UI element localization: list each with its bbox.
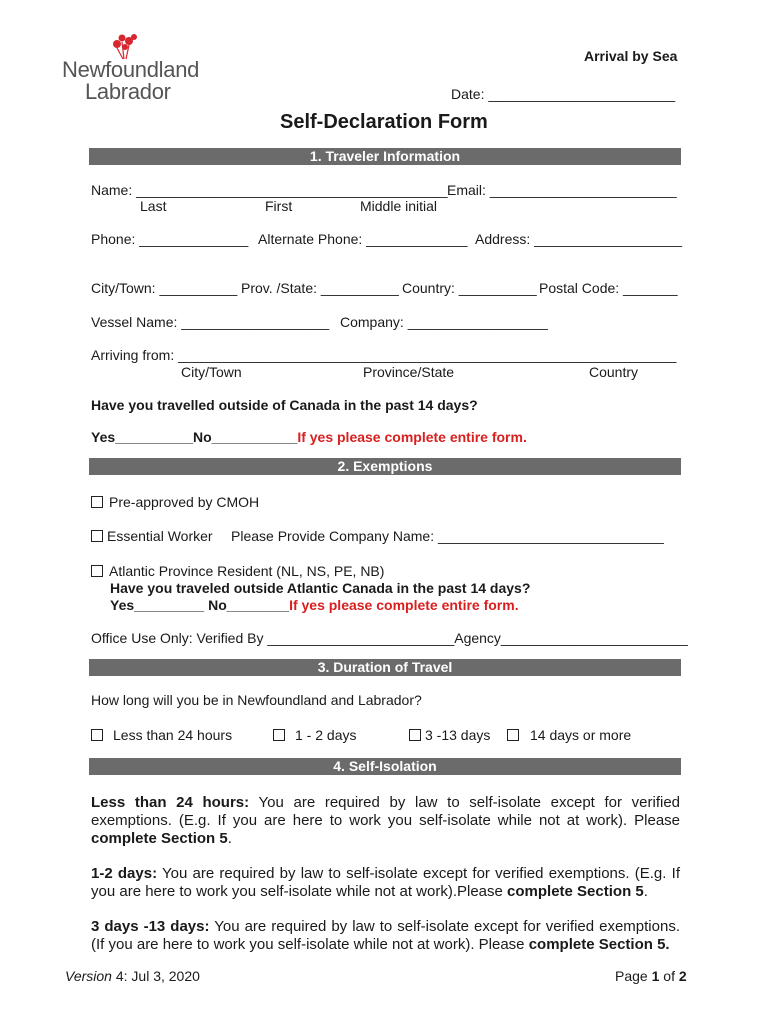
paragraph-body: You are required by law to self-isolate except for verified exemptions. (If you are here to work you self-isolate while not at work). Please [91,918,680,953]
section-3-heading: 3. Duration of Travel [89,659,681,676]
atlantic-complete-note: If yes please complete entire form. [289,597,519,613]
version-label [65,968,200,984]
name-last-caption: Last [140,198,167,214]
atlantic-question: Have you traveled outside Atlantic Canada in the past 14 days? [110,580,531,596]
page-current: 1 [651,968,660,984]
checkbox-icon[interactable] [91,496,103,508]
page-total: 2 [678,968,687,984]
paragraph-end: . [643,883,648,900]
arriving-city-caption: City/Town [181,364,242,380]
logo-text-newfoundland: Newfoundland [62,57,200,82]
isolation-paragraph-1-2-days [91,865,680,901]
checkbox-icon[interactable] [409,729,421,741]
company-field[interactable]: Company: __________________ [340,314,548,330]
option-essential-label: Essential Worker [107,528,213,544]
paragraph-lead: Less than 24 hours: [91,794,250,811]
isolation-paragraph-under-24h [91,794,680,848]
isolation-paragraph-3-13-days [91,918,680,954]
duration-option-label: 14 days or more [530,727,632,743]
paragraph-emphasis: complete Section 5. [528,936,670,953]
date-field[interactable]: Date: ________________________ [451,86,676,102]
option-cmoh-label: Pre-approved by CMOH [109,494,260,510]
travel-answer-row [91,429,527,445]
phone-field[interactable]: Phone: ______________ [91,231,249,247]
atlantic-yes-no-fields[interactable]: Yes_________ No________ [110,597,290,613]
option-essential-worker[interactable] [91,528,213,544]
paragraph-lead: 1-2 days: [91,865,158,882]
checkbox-icon[interactable] [273,729,285,741]
yes-no-fields[interactable]: Yes__________No___________ [91,429,298,445]
option-cmoh[interactable] [91,494,259,510]
page-of: of [659,968,679,984]
arrival-label: Arrival by Sea [584,48,678,64]
duration-question: How long will you be in Newfoundland and Labrador? [91,692,422,708]
complete-form-note: If yes please complete entire form. [297,429,527,445]
duration-option-less-24h[interactable] [91,727,232,743]
version-date: 4: Jul 3, 2020 [111,968,200,984]
checkbox-icon[interactable] [91,729,103,741]
name-middle-caption: Middle initial [360,198,438,214]
section-2-heading: 2. Exemptions [89,458,681,475]
duration-option-label: Less than 24 hours [113,727,233,743]
name-field[interactable]: Name: ________________________________________ [91,182,448,198]
page-title: Self-Declaration Form [280,111,488,133]
name-first-caption: First [265,198,293,214]
section-4-heading: 4. Self-Isolation [89,758,681,775]
email-field[interactable]: Email: ________________________ [447,182,677,198]
city-field[interactable]: City/Town: __________ [91,280,238,296]
province-field[interactable]: Prov. /State: __________ [241,280,399,296]
paragraph-emphasis: complete Section 5 [507,883,644,900]
paragraph-lead: 3 days -13 days: [91,918,210,935]
page-prefix: Page [615,968,652,984]
alternate-phone-field[interactable]: Alternate Phone: _____________ [258,231,468,247]
vessel-name-field[interactable]: Vessel Name: ___________________ [91,314,330,330]
option-atlantic-label: Atlantic Province Resident (NL, NS, PE, NB) [109,563,385,579]
logo-text-labrador: Labrador [85,79,171,104]
page-number [615,968,687,984]
checkbox-icon[interactable] [507,729,519,741]
checkbox-icon[interactable] [91,530,103,542]
paragraph-body: You are required by law to self-isolate except for verified exemptions. (E.g. If you are here to work you self-isolate while not at work). Please [91,794,681,829]
paragraph-body: You are required by law to self-isolate except for verified exemptions. (E.g. If you are here to work you self-isolate while not at work).Please [91,865,680,900]
arriving-country-caption: Country [589,364,639,380]
duration-option-3-13-days[interactable] [409,727,490,743]
duration-option-label: 3 -13 days [425,727,491,743]
version-word: Version [65,968,112,984]
duration-option-label: 1 - 2 days [295,727,357,743]
paragraph-end: . [227,830,232,847]
duration-option-14-plus[interactable] [507,727,631,743]
country-field[interactable]: Country: __________ [402,280,537,296]
arriving-from-field[interactable]: Arriving from: ________________________________________________________________ [91,347,677,363]
travel-question: Have you travelled outside of Canada in the past 14 days? [91,397,478,413]
arriving-province-caption: Province/State [363,364,455,380]
option-atlantic-resident[interactable] [91,563,384,579]
checkbox-icon[interactable] [91,565,103,577]
address-field[interactable]: Address: ___________________ [475,231,683,247]
atlantic-answer-row [110,597,519,613]
postal-code-field[interactable]: Postal Code: _______ [539,280,678,296]
office-use-field[interactable]: Office Use Only: Verified By ________________________Agency________________________ [91,630,688,646]
duration-option-1-2-days[interactable] [273,727,356,743]
company-name-field[interactable]: Please Provide Company Name: _____________________________ [231,528,664,544]
section-1-heading: 1. Traveler Information [89,148,681,165]
paragraph-emphasis: complete Section 5 [91,830,228,847]
